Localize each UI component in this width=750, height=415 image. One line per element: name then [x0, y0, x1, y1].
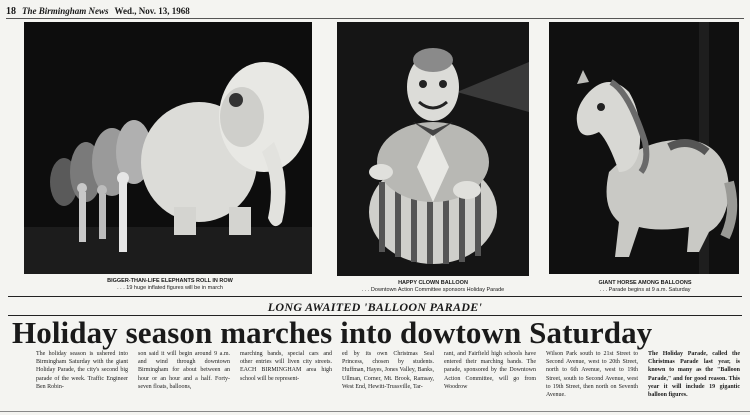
article-column: son said it will begin around 9 a.m. and wind through downtown Birmingham for about between an hour or an hour and a half. Forty-seven floats, balloons,	[138, 351, 230, 390]
caption-horse	[560, 280, 730, 294]
masthead	[6, 4, 744, 19]
clown-balloon-image	[337, 22, 529, 276]
caption-elephants	[60, 278, 280, 292]
elephant-balloons-image	[24, 22, 312, 274]
article-body	[36, 350, 748, 412]
article-column: ed by its own Christmas Seal Princess, chosen by students. Huffman, Hayes, Jones Valley, Banks, Ullman, Corner, Mt. Brook, Ramsay, West End, Hewitt-Trussville, Tar-	[342, 351, 434, 390]
issue-date: Wed., Nov. 13, 1968	[114, 6, 190, 16]
photo-horse	[549, 22, 739, 274]
horse-balloon-image	[549, 22, 739, 274]
article-column-highlight: The Holiday Parade, called the Christmas Parade last year, is known to many as the "Balloon Parade," and for good reason. This year it will include 19 gigantic balloon figures.	[648, 351, 740, 399]
article-column: Wilson Park south to 21st Street to Second Avenue, west to 20th Street, north to 6th Avenue, west to 19th Street, south to Second Avenue, west to 19th Street, then north on Seventh Avenue.	[546, 351, 638, 399]
article-column: rant, and Fairfield high schools have entered their marching bands. The parade, sponsored by the Downtown Action Committee, will go from Woodrow	[444, 351, 536, 390]
caption-subline: . . . 19 huge inflated figures will be in march	[117, 285, 223, 291]
caption-subline: . . . Parade begins at 9 a.m. Saturday	[599, 287, 691, 293]
photo-elephants	[24, 22, 312, 274]
paper-name: The Birmingham News	[22, 6, 109, 16]
headline: Holiday season marches into dowtown Saturday	[12, 315, 653, 350]
bottom-rule	[0, 411, 750, 412]
article-column: The holiday season is ushered into Birmingham Saturday with the giant Holiday Parade, the city's second big parade of the week. Traffic Engineer Ben Robin-	[36, 351, 128, 390]
article-column: marching bands, special cars and other entries will liven city streets. EACH BIRMINGHAM area high school will be represent-	[240, 351, 332, 382]
caption-heading: HAPPY CLOWN BALLOON	[398, 280, 468, 286]
kicker: LONG AWAITED 'BALLOON PARADE'	[267, 300, 483, 314]
divider-rule	[8, 296, 742, 297]
caption-heading: BIGGER-THAN-LIFE ELEPHANTS ROLL IN ROW	[107, 278, 233, 284]
page-number: 18	[6, 5, 16, 17]
caption-clown	[345, 280, 521, 294]
caption-heading: GIANT HORSE AMONG BALLOONS	[598, 280, 692, 286]
photo-clown	[337, 22, 529, 276]
caption-subline: . . . Downtown Action Committee sponsors Holiday Parade	[361, 287, 505, 293]
